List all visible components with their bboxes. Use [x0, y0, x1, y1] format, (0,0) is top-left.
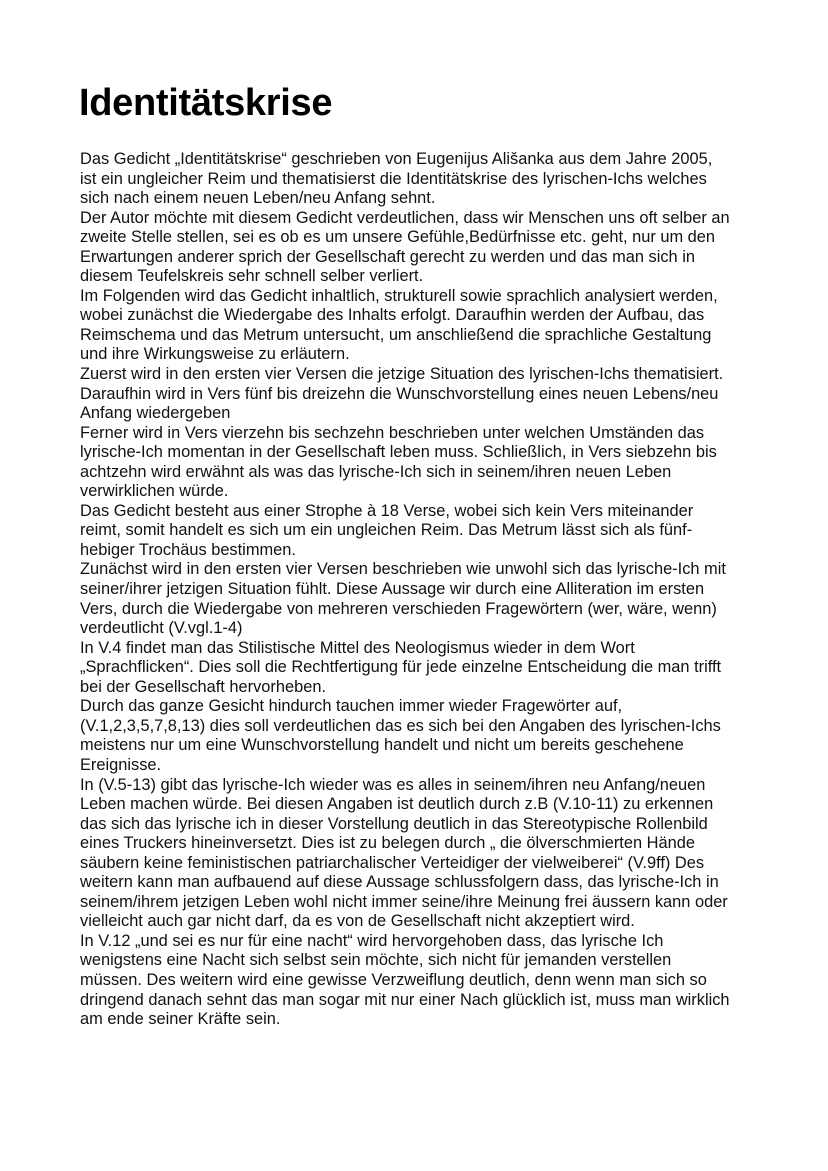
text-line: In (V.5-13) gibt das lyrische-Ich wieder was es alles in seinem/ihren neu Anfang/neuen [80, 775, 706, 794]
paragraph [80, 209, 730, 287]
text-line: (V.1,2,3,5,7,8,13) dies soll verdeutlichen das es sich bei den Angaben des lyrischen-Ichs [80, 716, 721, 735]
text-line: In V.12 „und sei es nur für eine nacht“ wird hervorgehoben dass, das lyrische Ich [80, 931, 664, 950]
text-line: dringend danach sehnt das man sogar mit nur einer Nach glücklich ist, muss man wirklich [80, 990, 730, 1009]
text-line: sich nach einem neuen Leben/neu Anfang sehnt. [80, 189, 436, 208]
text-line: Das Gedicht „Identitätskrise“ geschrieben von Eugenijus Ališanka aus dem Jahre 2005, [80, 150, 713, 168]
text-line: meistens nur um eine Wunschvorstellung handelt und nicht um bereits geschehene [80, 736, 684, 755]
text-line: vielleicht auch gar nicht darf, da es von de Gesellschaft nicht akzeptiert wird. [80, 912, 635, 931]
text-line: Das Gedicht besteht aus einer Strophe à 18 Verse, wobei sich kein Vers miteinander [80, 501, 694, 520]
text-line: wenigstens eine Nacht sich selbst sein möchte, sich nicht für jemanden verstellen [80, 951, 672, 970]
paragraph [80, 150, 730, 209]
text-line: Zuerst wird in den ersten vier Versen die jetzige Situation des lyrischen-Ichs thematisiert. [80, 365, 724, 384]
text-line: bei der Gesellschaft hervorheben. [80, 677, 327, 696]
text-line: verdeutlicht (V.vgl.1-4) [80, 619, 243, 638]
text-line: „Sprachflicken“. Dies soll die Rechtfertigung für jede einzelne Entscheidung die man trifft [80, 658, 722, 677]
text-line: reimt, somit handelt es sich um ein ungleichen Reim. Das Metrum lässt sich als fünf- [80, 521, 693, 540]
paragraph [80, 560, 730, 638]
text-line: ist ein ungleicher Reim und thematisierst die Identitätskrise des lyrischen-Ichs welches [80, 169, 707, 188]
text-line: säubern keine feministischen patriarchalischer Verteidiger der vielweiberei“ (V.9ff) Des [80, 853, 705, 872]
text-line: Vers, durch die Wiedergabe von mehreren verschieden Fragewörtern (wer, wäre, wenn) [80, 599, 717, 618]
paragraph [80, 365, 730, 424]
paragraph [80, 776, 730, 932]
paragraph [80, 932, 730, 1030]
text-line: achtzehn wird erwähnt als was das lyrische-Ich sich in seinem/ihren neuen Leben [80, 462, 672, 481]
text-line: das sich das lyrische ich in dieser Vorstellung deutlich in das Stereotypische Rollenbild [80, 814, 708, 833]
text-line: Der Autor möchte mit diesem Gedicht verdeutlichen, dass wir Menschen uns oft selber an [80, 208, 730, 227]
paragraph [80, 697, 730, 775]
text-line: Reimschema und das Metrum untersucht, um anschließend die sprachliche Gestaltung [80, 325, 712, 344]
text-line: Ereignisse. [80, 755, 162, 774]
text-line: Leben machen würde. Bei diesen Angaben ist deutlich durch z.B (V.10-11) zu erkennen [80, 795, 714, 814]
text-line: lyrische-Ich momentan in der Gesellschaft leben muss. Schließlich, in Vers siebzehn bis [80, 443, 717, 462]
text-line: Daraufhin wird in Vers fünf bis dreizehn die Wunschvorstellung eines neuen Lebens/neu [80, 384, 719, 403]
text-line: am ende seiner Kräfte sein. [80, 1010, 281, 1029]
document-title: Identitätskrise [79, 82, 333, 124]
text-line: Erwartungen anderer sprich der Gesellschaft gerecht zu werden und das man sich in [80, 247, 695, 266]
text-line: seinem/ihrem jetzigen Leben wohl nicht immer seine/ihre Meinung frei äussern kann oder [80, 892, 728, 911]
text-line: hebiger Trochäus bestimmen. [80, 540, 296, 559]
text-line: wobei zunächst die Wiedergabe des Inhalts erfolgt. Daraufhin werden der Aufbau, das [80, 306, 705, 325]
paragraph [80, 424, 730, 502]
text-line: zweite Stelle stellen, sei es ob es um unsere Gefühle,Bedürfnisse etc. geht, nur um den [80, 228, 716, 247]
text-line: müssen. Des weitern wird eine gewisse Verzweiflung deutlich, denn wenn man sich so [80, 970, 707, 989]
text-line: seiner/ihrer jetzigen Situation fühlt. Diese Aussage wir durch eine Alliteration im ersten [80, 580, 705, 599]
text-line: verwirklichen würde. [80, 482, 229, 501]
text-line: Im Folgenden wird das Gedicht inhaltlich, strukturell sowie sprachlich analysiert werden, [80, 286, 718, 305]
text-line: und ihre Wirkungsweise zu erläutern. [80, 345, 350, 364]
text-line: Anfang wiedergeben [80, 404, 231, 423]
document-body [80, 150, 730, 1030]
text-line: In V.4 findet man das Stilistische Mittel des Neologismus wieder in dem Wort [80, 638, 635, 657]
paragraph [80, 287, 730, 365]
text-line: Zunächst wird in den ersten vier Versen beschrieben wie unwohl sich das lyrische-Ich mit [80, 560, 726, 579]
text-line: weitern kann man aufbauend auf diese Aussage schlussfolgern dass, das lyrische-Ich in [80, 873, 719, 892]
text-line: Ferner wird in Vers vierzehn bis sechzehn beschrieben unter welchen Umständen das [80, 423, 705, 442]
text-line: Durch das ganze Gesicht hindurch tauchen immer wieder Fragewörter auf, [80, 697, 623, 716]
text-line: eines Truckers hineinversetzt. Dies ist zu belegen durch „ die ölverschmierten Hände [80, 834, 695, 853]
paragraph [80, 502, 730, 561]
text-line: diesem Teufelskreis sehr schnell selber verliert. [80, 267, 424, 286]
paragraph [80, 639, 730, 698]
